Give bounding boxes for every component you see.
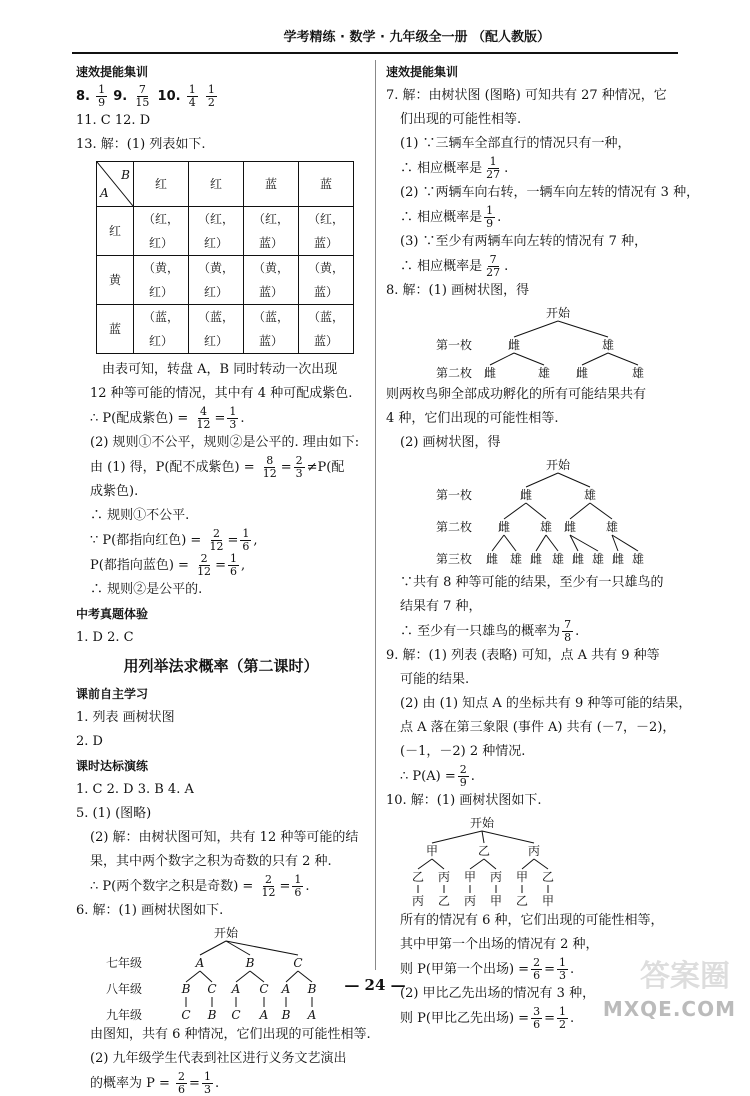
- fraction: $\frac{1}{4}$: [188, 83, 196, 109]
- answer-line: 13. 解：(1) 列表如下.: [76, 137, 206, 152]
- tree-node: B: [207, 1008, 217, 1021]
- table-header-cell: 蓝: [244, 162, 299, 207]
- table-header-cell: 红: [189, 162, 244, 207]
- tree-node: 雄: [605, 520, 619, 534]
- tree-node: 乙: [411, 870, 425, 884]
- answer-line: 2. D: [76, 734, 103, 749]
- tree-node: 雌: [497, 520, 511, 534]
- watermark-logo: 答案圈: [640, 959, 730, 994]
- tree-node: 雄: [551, 552, 565, 566]
- text-line: (1) ∵三辆车全部直行的情况只有一种，: [400, 136, 631, 151]
- header-rule: [72, 52, 678, 54]
- table-row: 黄 （黄，红） （黄，红） （黄，蓝） （黄，蓝）: [97, 256, 354, 305]
- tree-node: 雌: [485, 552, 499, 566]
- level-label: 九年级: [106, 1008, 143, 1021]
- tree-node: 甲: [463, 870, 477, 884]
- tree-node: 乙: [541, 870, 555, 884]
- tree-node: 雌: [529, 552, 543, 566]
- tree-node: A: [259, 1008, 269, 1021]
- tree-node: 乙: [437, 894, 451, 907]
- answer-line: 1. C 2. D 3. B 4. A: [76, 782, 194, 797]
- table-row: 蓝 （蓝，红） （蓝，红） （蓝，蓝） （蓝，蓝）: [97, 305, 354, 354]
- section-heading: 速效提能集训: [386, 65, 459, 79]
- text-line: 由表可知，转盘 A，B 同时转动一次出现: [102, 362, 338, 377]
- tree-node: 雌: [507, 338, 521, 352]
- tree-node: A: [231, 982, 241, 996]
- page-number: — 24 —: [344, 976, 406, 994]
- tree-node: 丙: [489, 870, 503, 884]
- tree-node: 雄: [631, 366, 645, 380]
- tree-node: C: [207, 982, 217, 996]
- tree-node: 乙: [477, 844, 491, 858]
- text-line: 成紫色).: [90, 484, 139, 499]
- text-line: 由图知，共有 6 种情况，它们出现的可能性相等.: [90, 1027, 371, 1042]
- equation-line: ∴ P(两个数字之积是奇数) = $\frac{2}{12}$ = $\frac{1}{6}$ .: [90, 873, 310, 899]
- tree-node: 雄: [509, 552, 523, 566]
- tree-node: C: [259, 982, 269, 996]
- level-label: 第一枚: [436, 488, 473, 502]
- answer-line: 1. D 2. C: [76, 630, 134, 645]
- fraction: $\frac{1}{2}$: [207, 83, 215, 109]
- answer-line: 7. 解：由树状图 (图略) 可知共有 27 种情况，它: [386, 88, 667, 103]
- answer-line: 1. 列表 画树状图: [76, 710, 175, 725]
- tree-node: 乙: [515, 894, 529, 907]
- tree-node: 雄: [539, 520, 553, 534]
- text-line: (3) ∵至少有两辆车向左转的情况有 7 种，: [400, 234, 648, 249]
- text-line: 所有的情况有 6 种，它们出现的可能性相等，: [400, 913, 664, 928]
- tree-root: 开始: [469, 816, 495, 830]
- page-header: [0, 0, 750, 52]
- text-line: (2) 解：由树状图可知，共有 12 种等可能的结: [90, 830, 359, 845]
- tree-node: 雄: [537, 366, 551, 380]
- answer-line: 5. (1) (图略): [76, 806, 152, 821]
- text-line: (2) 画树状图，得: [400, 435, 501, 450]
- lesson-title: 用列举法求概率（第二课时）: [123, 657, 319, 675]
- equation-line: ∵ P(都指向红色) = $\frac{2}{12}$ = $\frac{1}{6}$ ,: [90, 527, 258, 553]
- level-label: 八年级: [106, 982, 143, 996]
- tree-node: C: [293, 956, 303, 970]
- section-heading: 课前自主学习: [76, 687, 149, 701]
- equation-line: 由 (1) 得，P(配不成紫色) = $\frac{8}{12}$ = $\frac{2}{3}$ ≠P(配: [90, 454, 345, 480]
- tree-node: B: [307, 982, 317, 996]
- tree-node: 甲: [541, 894, 555, 907]
- tree-node: 雌: [483, 366, 497, 380]
- answer-line: 6. 解：(1) 画树状图如下.: [76, 903, 224, 918]
- text-line: 们出现的可能性相等.: [400, 112, 522, 127]
- tree-node: 丙: [437, 870, 451, 884]
- level-label: 第二枚: [436, 366, 473, 380]
- tree-node: 丙: [463, 894, 477, 907]
- section-heading: 速效提能集训: [76, 65, 149, 79]
- tree-node: 雌: [571, 552, 585, 566]
- text-line: (－1，－2) 2 种情况.: [400, 744, 526, 759]
- left-column: [76, 60, 371, 1096]
- tree-node: 雄: [591, 552, 605, 566]
- tree-node: 雌: [563, 520, 577, 534]
- equation-line: ∴ P(A) = $\frac{2}{9}$ .: [400, 763, 475, 789]
- text-line: (2) 规则①不公平，规则②是公平的. 理由如下:: [90, 435, 360, 450]
- text-line: ∵共有 8 种等可能的结果，至少有一只雄鸟的: [400, 575, 664, 590]
- text-line: 则两枚鸟卵全部成功孵化的所有可能结果共有: [386, 387, 647, 402]
- text-line: 果，其中两个数字之积为奇数的只有 2 种.: [90, 854, 332, 869]
- header-title: 学考精练 · 数学 · 九年级全一册 （配人教版）: [283, 30, 550, 45]
- text-line: (2) 九年级学生代表到社区进行义务文艺演出: [90, 1051, 347, 1066]
- text-line: (2) 甲比乙先出场的情况有 3 种，: [400, 986, 596, 1001]
- tree-node: 雄: [601, 338, 615, 352]
- level-label: 第三枚: [436, 552, 473, 566]
- level-label: 第二枚: [436, 520, 473, 534]
- answer-line: 10. 解：(1) 画树状图如下.: [386, 793, 542, 808]
- tree-node: 雄: [631, 552, 645, 566]
- tree-node: 甲: [425, 844, 439, 858]
- tree-node: 甲: [515, 870, 529, 884]
- equation-line: ∴ 相应概率是 $\frac{7}{27}$ .: [400, 253, 509, 279]
- tree-node: A: [307, 1008, 317, 1021]
- right-column: [386, 60, 700, 1031]
- text-line: (2) 由 (1) 知点 A 的坐标共有 9 种等可能的结果，: [400, 696, 692, 711]
- equation-line: ∴ 至少有一只雄鸟的概率为 $\frac{7}{8}$ .: [400, 618, 580, 644]
- tree-diagram-grades: [76, 925, 366, 1021]
- outcome-table: [96, 161, 354, 354]
- equation-line: P(都指向蓝色) = $\frac{2}{12}$ = $\frac{1}{6}$ ,: [90, 552, 246, 578]
- tree-diagram-three-eggs: [386, 457, 686, 569]
- tree-node: 丙: [411, 894, 425, 907]
- tree-node: 丙: [527, 844, 541, 858]
- text-line: ∴ 规则①不公平.: [90, 508, 190, 523]
- tree-diagram-two-eggs: [386, 305, 686, 381]
- answer-line: 9. 解：(1) 列表 (表略) 可知，点 A 共有 9 种等: [386, 648, 660, 663]
- text-line: 结果有 7 种，: [400, 599, 482, 614]
- column-divider: [375, 60, 376, 970]
- equation-line: ∴ 相应概率是 $\frac{1}{9}$ .: [400, 204, 502, 230]
- tree-diagram-performers: [386, 815, 686, 907]
- section-heading: 中考真题体验: [76, 607, 149, 621]
- text-line: ∴ 规则②是公平的.: [90, 582, 203, 597]
- fraction: $\frac{7}{15}$: [135, 83, 150, 109]
- level-label: 第一枚: [436, 338, 473, 352]
- tree-root: 开始: [213, 926, 239, 940]
- section-heading: 课时达标演练: [76, 759, 149, 773]
- tree-root: 开始: [545, 306, 571, 320]
- tree-node: A: [281, 982, 291, 996]
- text-line: (2) ∵两辆车向右转，一辆车向左转的情况有 3 种，: [400, 185, 700, 200]
- level-label: 七年级: [106, 956, 143, 970]
- tree-node: 雌: [575, 366, 589, 380]
- equation-line: 则 P(甲第一个出场) = $\frac{2}{6}$ = $\frac{1}{3}$ .: [400, 956, 575, 982]
- answer-line: 8. $\frac{1}{9}$ 9. $\frac{7}{15}$ 10. $\frac{1}{4}$ $\frac{1}{2}$: [76, 83, 215, 109]
- text-line: 12 种等可能的情况，其中有 4 种可配成紫色.: [90, 386, 353, 401]
- text-line: 点 A 落在第三象限 (事件 A) 共有 (－7，－2)，: [400, 720, 676, 735]
- tree-node: 雄: [583, 488, 597, 502]
- tree-node: C: [231, 1008, 241, 1021]
- equation-line: ∴ 相应概率是 $\frac{1}{27}$ .: [400, 155, 509, 181]
- answer-line: 8. 解：(1) 画树状图，得: [386, 283, 530, 298]
- tree-node: 雌: [611, 552, 625, 566]
- answer-line: 11. C 12. D: [76, 113, 151, 128]
- tree-node: A: [195, 956, 205, 970]
- table-corner: B A: [97, 162, 134, 207]
- tree-node: C: [181, 1008, 191, 1021]
- table-header-cell: 蓝: [299, 162, 354, 207]
- text-line: 4 种，它们出现的可能性相等.: [386, 411, 559, 426]
- table-row: [97, 162, 354, 207]
- table-row: 红 （红，红） （红，红） （红，蓝） （红，蓝）: [97, 207, 354, 256]
- text-line: 可能的结果.: [400, 672, 470, 687]
- equation-line: ∴ P(配成紫色) = $\frac{4}{12}$ = $\frac{1}{3}$ .: [90, 405, 245, 431]
- tree-node: B: [245, 956, 255, 970]
- equation-line: 则 P(甲比乙先出场) = $\frac{3}{6}$ = $\frac{1}{2}$ .: [400, 1005, 575, 1031]
- text-line: 其中甲第一个出场的情况有 2 种，: [400, 937, 599, 952]
- tree-root: 开始: [545, 458, 571, 472]
- tree-node: B: [281, 1008, 291, 1021]
- fraction: $\frac{1}{9}$: [98, 83, 106, 109]
- table-header-cell: 红: [134, 162, 189, 207]
- tree-node: 雌: [519, 488, 533, 502]
- tree-node: B: [181, 982, 191, 996]
- watermark: MXQE.COM: [602, 997, 736, 1021]
- equation-line: 的概率为 P = $\frac{2}{6}$ = $\frac{1}{3}$ .: [90, 1070, 220, 1096]
- tree-node: 甲: [489, 894, 503, 907]
